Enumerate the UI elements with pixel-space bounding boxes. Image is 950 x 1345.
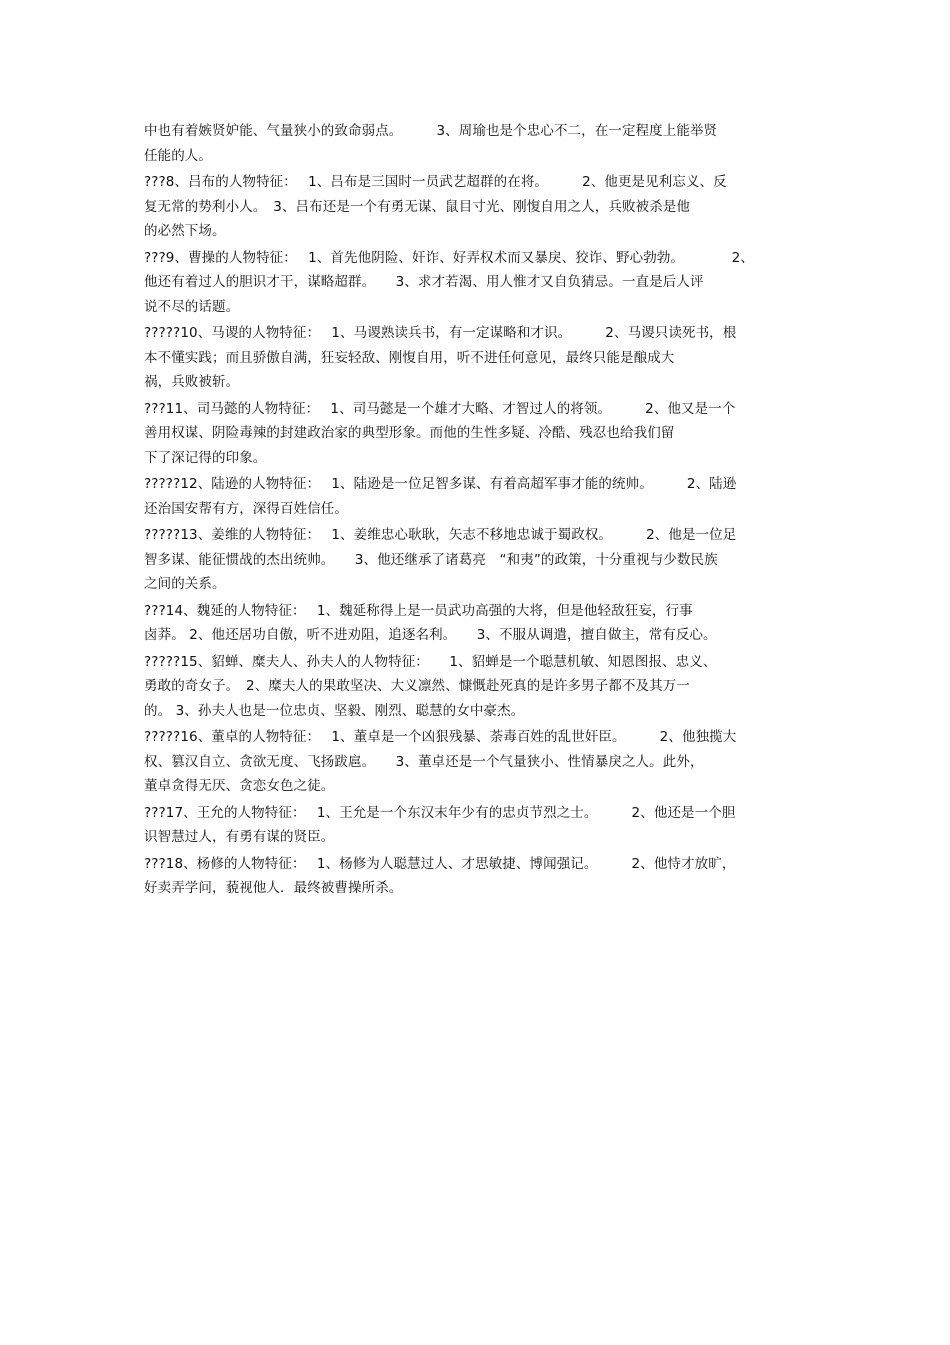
text-line: 权、篡汉自立、贪欲无度、飞扬跋扈。 3、董卓还是一个气量狭小、性情暴戾之人。此外， <box>144 753 704 770</box>
document-body <box>144 119 816 903</box>
text-line: 中也有着嫉贤妒能、气量狭小的致命弱点。 3、周瑜也是个忠心不二，在一定程度上能举贤 <box>144 123 718 139</box>
text-line: 勇敢的奇女子。 2、糜夫人的果敢坚决、大义凛然、慷慨赴死真的是许多男子都不及其万一 <box>144 678 690 694</box>
text-line: 下了深记得的印象。 <box>144 449 267 466</box>
text-line: ???11、司马懿的人物特征： 1、司马懿是一个雄才大略、才智过人的将领。 2、他又是一个 <box>144 400 736 417</box>
text-line: 的必然下场。 <box>144 223 226 239</box>
text-line: 还治国安帮有方，深得百姓信任。 <box>144 500 348 517</box>
paragraph <box>144 523 816 597</box>
text-line: ?????16、董卓的人物特征： 1、董卓是一个凶狠残暴、荼毒百姓的乱世奸臣。 2、他独揽大 <box>144 729 737 745</box>
text-line: 的。 3、孙夫人也是一位忠贞、坚毅、刚烈、聪慧的女中豪杰。 <box>144 702 525 719</box>
paragraph <box>144 397 816 471</box>
text-line: 董卓贪得无厌、贪恋女色之徒。 <box>144 778 335 794</box>
text-line: 好卖弄学问，藐视他人．最终被曹操所杀。 <box>144 880 403 896</box>
text-line: ???14、魏延的人物特征： 1、魏延称得上是一员武功高强的大将，但是他轻敌狂妄，行事 <box>144 602 693 619</box>
text-line: 之间的关系。 <box>144 576 226 592</box>
text-line: ?????15、貂蝉、糜夫人、孙夫人的人物特征： 1、貂蝉是一个聪慧机敏、知恩图报、忠义、 <box>144 653 717 670</box>
text-line: 祸，兵败被斩。 <box>144 374 240 390</box>
text-line: ?????12、陆逊的人物特征： 1、陆逊是一位足智多谋、有着高超军事才能的统帅。 2、陆逊 <box>144 476 737 492</box>
text-line: 说不尽的话题。 <box>144 298 240 315</box>
text-line: ?????13、姜维的人物特征： 1、姜维忠心耿耿，矢志不移地忠诚于蜀政权。 2、他是一位足 <box>144 527 737 543</box>
text-line: ?????10、马谡的人物特征： 1、马谡熟读兵书，有一定谋略和才识。 2、马谡只读死书，根 <box>144 325 737 341</box>
paragraph <box>144 119 816 168</box>
paragraph <box>144 170 816 244</box>
text-line: 复无常的势利小人。 3、吕布还是一个有勇无谋、鼠目寸光、刚愎自用之人，兵败被杀是他 <box>144 198 690 215</box>
paragraph <box>144 321 816 395</box>
paragraph <box>144 599 816 648</box>
text-line: 智多谋、能征惯战的杰出统帅。 3、他还继承了诸葛亮 “和夷”的政策，十分重视与少数民族 <box>144 551 718 568</box>
text-line: 他还有着过人的胆识才干，谋略超群。 3、求才若渴、用人惟才又自负猜忌。一直是后人评 <box>144 274 704 290</box>
paragraph <box>144 650 816 724</box>
paragraph <box>144 801 816 850</box>
paragraph <box>144 472 816 521</box>
paragraph <box>144 725 816 799</box>
text-line: 识智慧过人，有勇有谋的贤臣。 <box>144 829 335 845</box>
text-line: 任能的人。 <box>144 147 212 164</box>
text-line: 善用权谋、阴险毒辣的封建政治家的典型形象。而他的生性多疑、冷酷、残忍也给我们留 <box>144 425 675 441</box>
paragraph <box>144 852 816 901</box>
text-line: ???8、吕布的人物特征： 1、吕布是三国时一员武艺超群的在将。 2、他更是见利忘义、反 <box>144 174 727 190</box>
text-line: 本不懂实践；而且骄傲自满，狂妄轻敌、刚愎自用，听不进任何意见，最终只能是酿成大 <box>144 349 675 366</box>
text-line: ???17、王允的人物特征： 1、王允是一个东汉末年少有的忠贞节烈之士。 2、他还是一个胆 <box>144 804 736 821</box>
text-line: ???9、曹操的人物特征： 1、首先他阴险、奸诈、好弄权术而又暴戾、狡诈、野心勃勃。 2、 <box>144 249 754 266</box>
text-line: ???18、杨修的人物特征： 1、杨修为人聪慧过人、才思敏捷、博闻强记。 2、他恃才放旷， <box>144 855 736 872</box>
paragraph <box>144 246 816 320</box>
text-line: 卤莽。 2、他还居功自傲，听不进劝阻，追逐名利。 3、不服从调遣，擅自做主，常有反心。 <box>144 627 717 643</box>
